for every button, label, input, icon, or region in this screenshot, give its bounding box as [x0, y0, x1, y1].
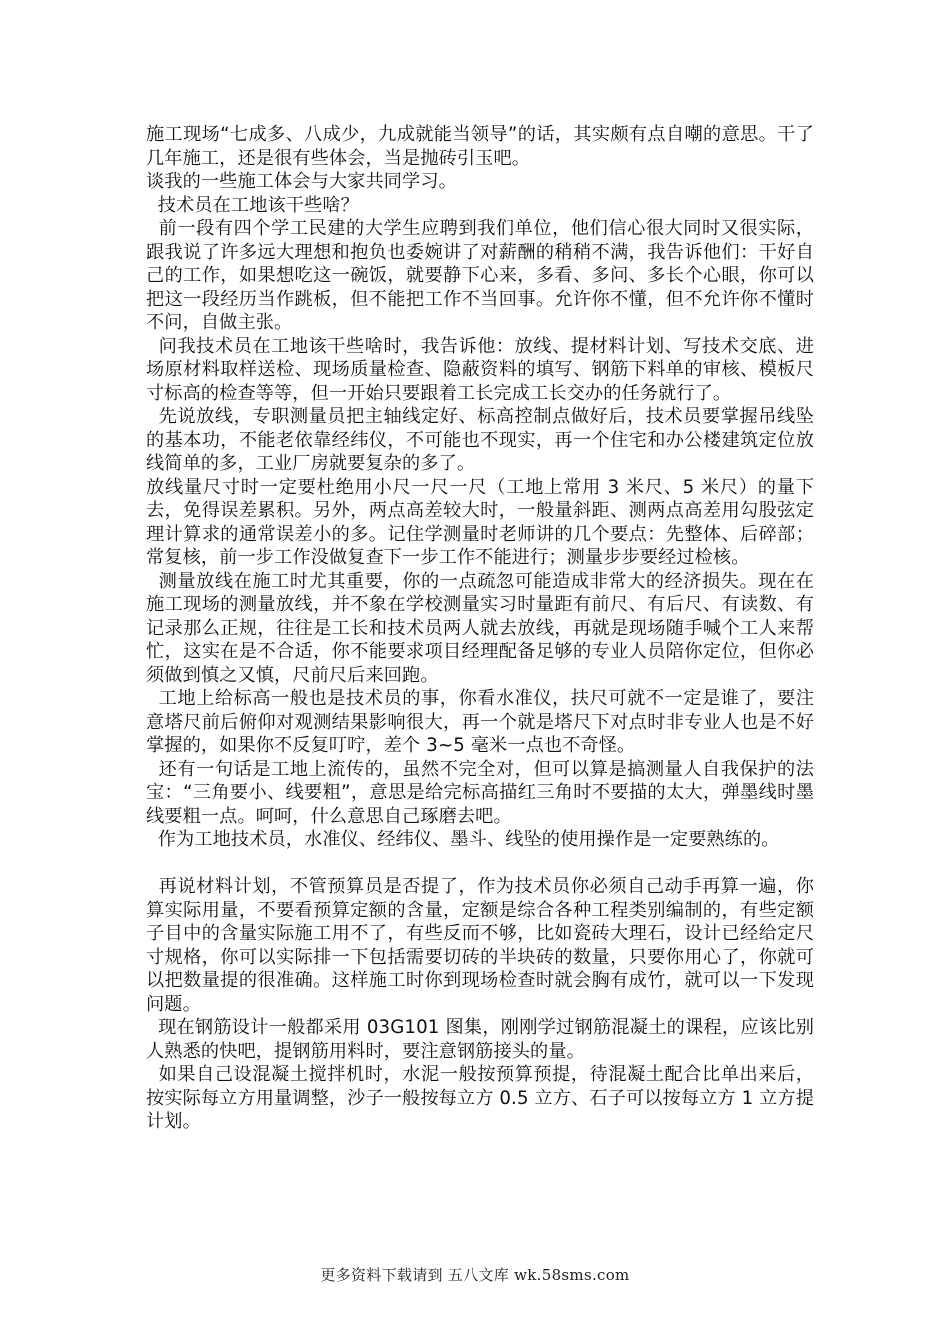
paragraph-saying: 还有一句话是工地上流传的，虽然不完全对，但可以算是搞测量人自我保护的法宝：“三角要小、线要粗”，意思是给完标高描红三角时不要描的太大，弹墨线时墨线要粗一点。呵呵，什么意思自己琢磨去吧。 [146, 758, 814, 827]
paragraph-instruments: 作为工地技术员，水准仪、经纬仪、墨斗、线坠的使用操作是一定要熟练的。 [146, 829, 780, 850]
paragraph-graduates: 前一段有四个学工民建的大学生应聘到我们单位，他们信心很大同时又很实际，跟我说了许多远大理想和抱负也委婉讲了对薪酬的稍稍不满，我告诉他们：干好自己的工作，如果想吃这一碗饭，就要静下心来，多看、多问、多长个心眼，你可以把这一段经历当作跳板，但不能把工作不当回事。允许你不懂，但不允许你不懂时不问，自做主张。 [146, 218, 814, 333]
footer-link[interactable]: 更多资料下载请到 五八文库 wk.58sms.com [320, 1266, 630, 1284]
paragraph-intro: 施工现场“七成多、八成少，九成就能当领导”的话，其实颇有点自嘲的意思。干了几年施工，还是很有些体会，当是抛砖引玉吧。 [146, 124, 814, 169]
paragraph-survey-importance: 测量放线在施工时尤其重要，你的一点疏忽可能造成非常大的经济损失。现在在施工现场的测量放线，并不象在学校测量实习时量距有前尺、有后尺、有读数、有记录那么正规，往往是工长和技术员两人就去放线，再就是现场随手喊个工人来帮忙，这实在是不合适，你不能要求项目经理配备足够的专业人员陪你定位，但你必须做到慎之又慎，尺前尺后来回跑。 [146, 570, 814, 686]
document-body [146, 123, 814, 1134]
paragraph-material-plan: 再说材料计划，不管预算员是否提了，作为技术员你必须自己动手再算一遍，你算实际用量，不要看预算定额的含量，定额是综合各种工程类别编制的，有些定额子目中的含量实际施工用不了，有些反而不够，比如瓷砖大理石，设计已经给定尺寸规格，你可以实际排一下包括需要切砖的半块砖的数量，只要你用心了，你就可以把数量提的很准确。这样施工时你到现场检查时就会胸有成竹，就可以一下发现问题。 [146, 876, 814, 1015]
section-heading-technician-duties: 技术员在工地该干些啥？ [146, 194, 359, 216]
blank-line [146, 852, 814, 876]
paragraph-duties-list: 问我技术员在工地该干些啥时，我告诉他：放线、提材料计划、写技术交底、进场原材料取样送检、现场质量检查、隐蔽资料的填写、钢筋下料单的审核、模板尺寸标高的检查等等，但一开始只要跟着工长完成工长交办的任务就行了。 [146, 335, 814, 404]
paragraph-rebar: 现在钢筋设计一般都采用 03G101 图集，刚刚学过钢筋混凝土的课程，应该比别人熟悉的快吧，提钢筋用料时，要注意钢筋接头的量。 [146, 1017, 814, 1062]
paragraph-elevation: 工地上给标高一般也是技术员的事，你看水准仪，扶尺可就不一定是谁了，要注意塔尺前后俯仰对观测结果影响很大，再一个就是塔尺下对点时非专业人也是不好掌握的，如果你不反复叮咛，差个 3~5 毫米一点也不奇怪。 [146, 688, 814, 756]
paragraph-concrete: 如果自己设混凝土搅拌机时，水泥一般按预算预提，待混凝土配合比单出来后，按实际每立方用量调整，沙子一般按每立方 0.5 立方、石子可以按每立方 1 立方提计划。 [146, 1064, 814, 1132]
paragraph-share: 谈我的一些施工体会与大家共同学习。 [146, 171, 457, 192]
paragraph-measuring: 放线量尺寸时一定要杜绝用小尺一尺一尺（工地上常用 3 米尺、5 米尺）的量下去，免得误差累积。另外，两点高差较大时，一般量斜距、测两点高差用勾股弦定理计算求的通常误差小的多。记住学测量时老师讲的几个要点：先整体、后碎部；常复核，前一步工作没做复查下一步工作不能进行；测量步步要经过检核。 [146, 476, 814, 568]
paragraph-setting-out: 先说放线，专职测量员把主轴线定好、标高控制点做好后，技术员要掌握吊线坠的基本功，不能老依靠经纬仪，不可能也不现实，再一个住宅和办公楼建筑定位放线简单的多，工业厂房就要复杂的多了。 [146, 406, 814, 474]
